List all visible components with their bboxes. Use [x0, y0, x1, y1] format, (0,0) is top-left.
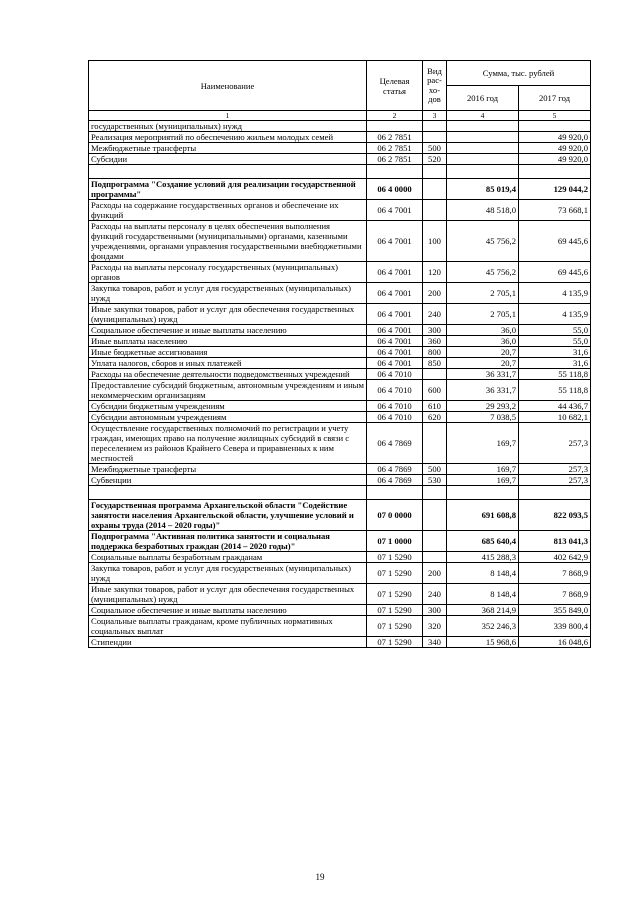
row-expense-type [423, 423, 447, 464]
table-row [89, 552, 591, 563]
table-row [89, 584, 591, 605]
row-amount-2017: 822 093,5 [519, 500, 591, 531]
row-amount-2017: 49 920,0 [519, 154, 591, 165]
row-expense-type: 620 [423, 412, 447, 423]
table-row [89, 132, 591, 143]
row-amount-2016: 36,0 [447, 325, 519, 336]
spacer-cell [89, 165, 367, 179]
row-name: Государственная программа Архангельской области "Содействие занятости населения Архангельской области, улучшение условий и охраны труда (2014 – 2020 годы)" [89, 500, 367, 531]
table-row [89, 637, 591, 648]
row-code: 06 4 7001 [367, 283, 423, 304]
row-amount-2017: 49 920,0 [519, 143, 591, 154]
row-amount-2017: 10 682,1 [519, 412, 591, 423]
table-row [89, 531, 591, 552]
row-code: 07 1 5290 [367, 552, 423, 563]
table-row [89, 304, 591, 325]
row-code: 07 1 5290 [367, 616, 423, 637]
row-amount-2017: 55,0 [519, 336, 591, 347]
header-amount: Сумма, тыс. рублей [447, 61, 591, 86]
row-name: Субсидии бюджетным учреждениям [89, 401, 367, 412]
row-name: Подпрограмма "Активная политика занятости и социальная поддержка безработных граждан (2014 – 2020 годы)" [89, 531, 367, 552]
row-expense-type [423, 552, 447, 563]
row-code: 06 2 7851 [367, 143, 423, 154]
row-code: 06 4 7010 [367, 412, 423, 423]
row-code: 07 1 0000 [367, 531, 423, 552]
row-amount-2017: 4 135,9 [519, 283, 591, 304]
row-expense-type [423, 132, 447, 143]
row-name: Реализация мероприятий по обеспечению жильем молодых семей [89, 132, 367, 143]
row-code: 06 4 7001 [367, 347, 423, 358]
row-amount-2017: 73 668,1 [519, 200, 591, 221]
row-expense-type [423, 200, 447, 221]
table-row [89, 412, 591, 423]
column-numbers-row [89, 111, 591, 121]
row-amount-2017: 7 868,9 [519, 563, 591, 584]
row-amount-2017: 31,6 [519, 347, 591, 358]
row-code: 06 4 7010 [367, 380, 423, 401]
header-type: Вид рас-хо-дов [423, 61, 447, 111]
row-amount-2016: 7 038,5 [447, 412, 519, 423]
table-row [89, 616, 591, 637]
row-code: 06 4 7869 [367, 464, 423, 475]
row-amount-2017: 49 920,0 [519, 132, 591, 143]
spacer-cell [423, 165, 447, 179]
row-name: Расходы на выплаты персоналу государственных (муниципальных) органов [89, 262, 367, 283]
spacer-cell [367, 486, 423, 500]
row-amount-2016: 352 246,3 [447, 616, 519, 637]
table-row [89, 563, 591, 584]
table-row [89, 143, 591, 154]
row-name: Иные закупки товаров, работ и услуг для обеспечения государственных (муниципальных) нужд [89, 304, 367, 325]
spacer-cell [89, 486, 367, 500]
table-row [89, 347, 591, 358]
row-code: 07 0 0000 [367, 500, 423, 531]
row-expense-type: 240 [423, 584, 447, 605]
row-code: 06 2 7851 [367, 132, 423, 143]
row-amount-2017: 31,6 [519, 358, 591, 369]
row-amount-2017: 402 642,9 [519, 552, 591, 563]
header-year-2017: 2017 год [519, 86, 591, 111]
column-number: 2 [367, 111, 423, 121]
row-code: 06 4 7001 [367, 336, 423, 347]
row-amount-2016: 169,7 [447, 423, 519, 464]
row-name: Расходы на содержание государственных органов и обеспечение их функций [89, 200, 367, 221]
row-amount-2017: 55 118,8 [519, 380, 591, 401]
spacer-row [89, 486, 591, 500]
row-amount-2016: 36 331,7 [447, 369, 519, 380]
row-amount-2016: 36 331,7 [447, 380, 519, 401]
row-code: 06 4 7001 [367, 358, 423, 369]
row-name: Межбюджетные трансферты [89, 464, 367, 475]
table-row [89, 475, 591, 486]
row-code: 06 2 7851 [367, 154, 423, 165]
table-row [89, 380, 591, 401]
row-amount-2016: 29 293,2 [447, 401, 519, 412]
budget-table [88, 60, 591, 648]
row-amount-2017 [519, 121, 591, 132]
row-amount-2017: 69 445,6 [519, 262, 591, 283]
row-amount-2016: 415 288,3 [447, 552, 519, 563]
table-row [89, 464, 591, 475]
spacer-cell [519, 486, 591, 500]
table-body [89, 121, 591, 648]
row-expense-type [423, 369, 447, 380]
row-expense-type: 240 [423, 304, 447, 325]
row-code: 06 4 7001 [367, 304, 423, 325]
column-number: 5 [519, 111, 591, 121]
row-amount-2016: 8 148,4 [447, 584, 519, 605]
row-expense-type: 360 [423, 336, 447, 347]
spacer-cell [447, 165, 519, 179]
row-amount-2017: 4 135,9 [519, 304, 591, 325]
row-name: Иные выплаты населению [89, 336, 367, 347]
spacer-cell [447, 486, 519, 500]
table-row [89, 262, 591, 283]
table-row [89, 154, 591, 165]
row-name: Расходы на обеспечение деятельности подведомственных учреждений [89, 369, 367, 380]
row-expense-type: 850 [423, 358, 447, 369]
row-name: Социальные выплаты гражданам, кроме публичных нормативных социальных выплат [89, 616, 367, 637]
row-amount-2016 [447, 154, 519, 165]
table-row [89, 401, 591, 412]
row-amount-2017: 16 048,6 [519, 637, 591, 648]
row-amount-2016 [447, 121, 519, 132]
row-amount-2017: 257,3 [519, 464, 591, 475]
row-expense-type: 300 [423, 605, 447, 616]
header-year-2016: 2016 год [447, 86, 519, 111]
row-expense-type: 340 [423, 637, 447, 648]
row-amount-2016: 368 214,9 [447, 605, 519, 616]
row-expense-type [423, 500, 447, 531]
row-amount-2017: 7 868,9 [519, 584, 591, 605]
row-amount-2016: 685 640,4 [447, 531, 519, 552]
row-code: 07 1 5290 [367, 584, 423, 605]
row-code: 06 4 7001 [367, 262, 423, 283]
row-amount-2016: 85 019,4 [447, 179, 519, 200]
table-row [89, 369, 591, 380]
row-name: государственных (муниципальных) нужд [89, 121, 367, 132]
row-amount-2016: 45 756,2 [447, 221, 519, 262]
table-row [89, 358, 591, 369]
row-amount-2016 [447, 143, 519, 154]
row-name: Иные бюджетные ассигнования [89, 347, 367, 358]
row-amount-2017: 355 849,0 [519, 605, 591, 616]
row-amount-2016: 8 148,4 [447, 563, 519, 584]
row-amount-2017: 129 044,2 [519, 179, 591, 200]
row-expense-type: 530 [423, 475, 447, 486]
column-number: 3 [423, 111, 447, 121]
row-code: 06 4 7010 [367, 369, 423, 380]
row-amount-2017: 339 800,4 [519, 616, 591, 637]
row-name: Социальные выплаты безработным гражданам [89, 552, 367, 563]
row-name: Иные закупки товаров, работ и услуг для обеспечения государственных (муниципальных) нужд [89, 584, 367, 605]
row-name: Закупка товаров, работ и услуг для государственных (муниципальных) нужд [89, 563, 367, 584]
row-expense-type: 200 [423, 563, 447, 584]
row-expense-type: 500 [423, 464, 447, 475]
table-row [89, 336, 591, 347]
row-name: Осуществление государственных полномочий по регистрации и учету граждан, имеющих право на получение жилищных субсидий в связи с переселением из районов Крайнего Севера и приравненных к ним местностей [89, 423, 367, 464]
row-name: Межбюджетные трансферты [89, 143, 367, 154]
column-number: 1 [89, 111, 367, 121]
table-header [89, 61, 591, 121]
row-amount-2016: 36,0 [447, 336, 519, 347]
table-row [89, 283, 591, 304]
spacer-cell [519, 165, 591, 179]
spacer-row [89, 165, 591, 179]
row-code: 06 4 7001 [367, 200, 423, 221]
table-row [89, 423, 591, 464]
row-amount-2016: 48 518,0 [447, 200, 519, 221]
row-expense-type: 120 [423, 262, 447, 283]
row-code: 06 4 7869 [367, 475, 423, 486]
row-amount-2017: 44 436,7 [519, 401, 591, 412]
row-code: 07 1 5290 [367, 605, 423, 616]
row-amount-2016: 2 705,1 [447, 283, 519, 304]
row-name: Социальное обеспечение и иные выплаты населению [89, 325, 367, 336]
row-code: 07 1 5290 [367, 637, 423, 648]
row-code: 06 4 7001 [367, 325, 423, 336]
row-expense-type: 200 [423, 283, 447, 304]
row-expense-type: 500 [423, 143, 447, 154]
row-amount-2017: 69 445,6 [519, 221, 591, 262]
row-name: Стипендии [89, 637, 367, 648]
row-expense-type: 600 [423, 380, 447, 401]
row-expense-type [423, 531, 447, 552]
table-row [89, 200, 591, 221]
header-name: Наименование [89, 61, 367, 111]
row-name: Субсидии [89, 154, 367, 165]
row-code: 06 4 7001 [367, 221, 423, 262]
row-code [367, 121, 423, 132]
spacer-cell [423, 486, 447, 500]
row-expense-type: 320 [423, 616, 447, 637]
row-name: Уплата налогов, сборов и иных платежей [89, 358, 367, 369]
row-amount-2016: 45 756,2 [447, 262, 519, 283]
row-amount-2017: 55,0 [519, 325, 591, 336]
row-name: Субвенции [89, 475, 367, 486]
column-number: 4 [447, 111, 519, 121]
row-expense-type: 800 [423, 347, 447, 358]
row-name: Подпрограмма "Создание условий для реализации государственной программы" [89, 179, 367, 200]
row-name: Закупка товаров, работ и услуг для государственных (муниципальных) нужд [89, 283, 367, 304]
row-amount-2017: 257,3 [519, 423, 591, 464]
row-name: Предоставление субсидий бюджетным, автономным учреждениям и иным некоммерческим организациям [89, 380, 367, 401]
row-name: Социальное обеспечение и иные выплаты населению [89, 605, 367, 616]
row-name: Субсидии автономным учреждениям [89, 412, 367, 423]
row-amount-2016: 169,7 [447, 464, 519, 475]
row-amount-2017: 55 118,8 [519, 369, 591, 380]
row-amount-2016: 2 705,1 [447, 304, 519, 325]
row-expense-type: 100 [423, 221, 447, 262]
row-amount-2016: 691 608,8 [447, 500, 519, 531]
table-row [89, 121, 591, 132]
page-number: 19 [315, 872, 325, 882]
row-amount-2017: 813 041,3 [519, 531, 591, 552]
row-amount-2016 [447, 132, 519, 143]
row-amount-2016: 20,7 [447, 347, 519, 358]
table-row [89, 605, 591, 616]
row-amount-2016: 15 968,6 [447, 637, 519, 648]
row-expense-type: 520 [423, 154, 447, 165]
row-code: 06 4 7869 [367, 423, 423, 464]
table-row [89, 179, 591, 200]
row-name: Расходы на выплаты персоналу в целях обеспечения выполнения функций государственными (муниципальными) органами, казенными учреждениями, органами управления государственными внебюджетными фондами [89, 221, 367, 262]
table-row [89, 500, 591, 531]
row-amount-2016: 169,7 [447, 475, 519, 486]
row-expense-type: 610 [423, 401, 447, 412]
row-expense-type [423, 179, 447, 200]
row-amount-2017: 257,3 [519, 475, 591, 486]
row-amount-2016: 20,7 [447, 358, 519, 369]
table-row [89, 221, 591, 262]
table-row [89, 325, 591, 336]
spacer-cell [367, 165, 423, 179]
row-expense-type: 300 [423, 325, 447, 336]
row-code: 07 1 5290 [367, 563, 423, 584]
row-code: 06 4 0000 [367, 179, 423, 200]
header-article: Целевая статья [367, 61, 423, 111]
row-code: 06 4 7010 [367, 401, 423, 412]
row-expense-type [423, 121, 447, 132]
